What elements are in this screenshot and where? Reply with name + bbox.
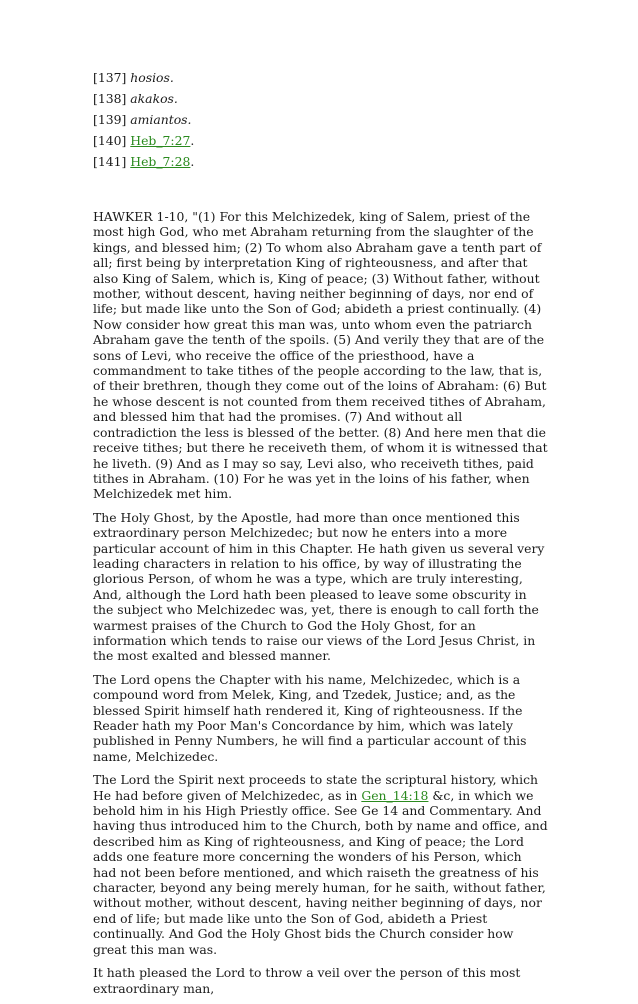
scripture-link-heb-7-28[interactable]: Heb_7:28 <box>130 154 191 169</box>
paragraph-hawker-quote: HAWKER 1-10, "(1) For this Melchizedek, king of Salem, priest of the most high God, who met Abraham returning from the slaughter of the kings, and blessed him; (2) To whom also Abraham gave a tenth part of all; first being by interpretation King of righteousness, and after that also King of Salem, which is, King of peace; (3) Without father, without mother, without descent, having neither beginning of days, nor end of life; but made like unto the Son of God; abideth a priest continually. (4) Now consider how great this man was, unto whom even the patriarch Abraham gave the tenth of the spoils. (5) And verily they that are of the sons of Levi, who receive the office of the priesthood, have a commandment to take tithes of the people according to the law, that is, of their brethren, though they come out of the loins of Abraham: (6) But he whose descent is not counted from them received tithes of Abraham, and blessed him that had the promises. (7) And without all contradiction the less is blessed of the better. (8) And here men that die receive tithes; but there he receiveth them, of whom it is witnessed that he liveth. (9) And as I may so say, Levi also, who receiveth tithes, paid tithes in Abraham. (10) For he was yet in the loins of his father, when Melchizedek met him. <box>93 209 548 502</box>
paragraph-text: The Lord the Spirit next proceeds to state the scriptural history, which He had before given of Melchizedec, as in <box>93 772 539 803</box>
document-page <box>93 70 548 1004</box>
footnote-punctuation: . <box>190 133 195 148</box>
paragraph-scriptural-history <box>93 772 548 957</box>
footnote-140 <box>93 133 548 149</box>
footnote-list <box>93 70 548 170</box>
scripture-link-gen-14-18[interactable]: Gen_14:18 <box>361 787 429 803</box>
commentary-body <box>93 209 548 996</box>
footnote-137 <box>93 70 548 86</box>
paragraph-chapter-name: The Lord opens the Chapter with his name, Melchizedec, which is a compound word from Melek, King, and Tzedek, Justice; and, as the blessed Spirit himself hath rendered it, King of righteousness. If the Reader hath my Poor Man's Concordance by him, which was lately published in Penny Numbers, he will find a particular account of this name, Melchizedec. <box>93 671 527 764</box>
footnote-number: [141] <box>93 154 127 169</box>
footnote-138 <box>93 91 548 107</box>
footnote-141 <box>93 154 548 170</box>
paragraph-text: &c, in which we behold him in his High Priestly office. See Ge 14 and Commentary. And having thus introduced him to the Church, both by name and office, and described him as King of righteousness, and King of peace; the Lord adds one feature more concerning the wonders of his Person, which had not been before mentioned, and which raiseth the greatness of his character, beyond any being merely human, for he saith, without father, without mother, without descent, having neither beginning of days, nor end of life; but made like unto the Son of God, abideth a Priest continually. And God the Holy Ghost bids the Church consider how great this man was. <box>93 787 548 957</box>
footnote-term: amiantos. <box>130 112 192 127</box>
paragraph-veil: It hath pleased the Lord to throw a veil over the person of this most extraordinary man, <box>93 965 521 996</box>
footnote-number: [140] <box>93 133 127 148</box>
footnote-139 <box>93 112 548 128</box>
footnote-number: [137] <box>93 70 127 85</box>
scripture-link-heb-7-27[interactable]: Heb_7:27 <box>130 133 191 148</box>
footnote-term: hosios. <box>130 70 174 85</box>
paragraph-holy-ghost: The Holy Ghost, by the Apostle, had more than once mentioned this extraordinary person Melchizedec; but now he enters into a more particular account of him in this Chapter. He hath given us several very leading characters in relation to his office, by way of illustrating the glorious Person, of whom he was a type, which are truly interesting, And, although the Lord hath been pleased to leave some obscurity in the subject who Melchizedec was, yet, there is enough to call forth the warmest praises of the Church to God the Holy Ghost, for an information which tends to raise our views of the Lord Jesus Christ, in the most exalted and blessed manner. <box>93 509 545 664</box>
footnote-number: [139] <box>93 112 127 127</box>
footnote-number: [138] <box>93 91 127 106</box>
footnote-term: akakos. <box>130 91 178 106</box>
footnote-punctuation: . <box>190 154 195 169</box>
